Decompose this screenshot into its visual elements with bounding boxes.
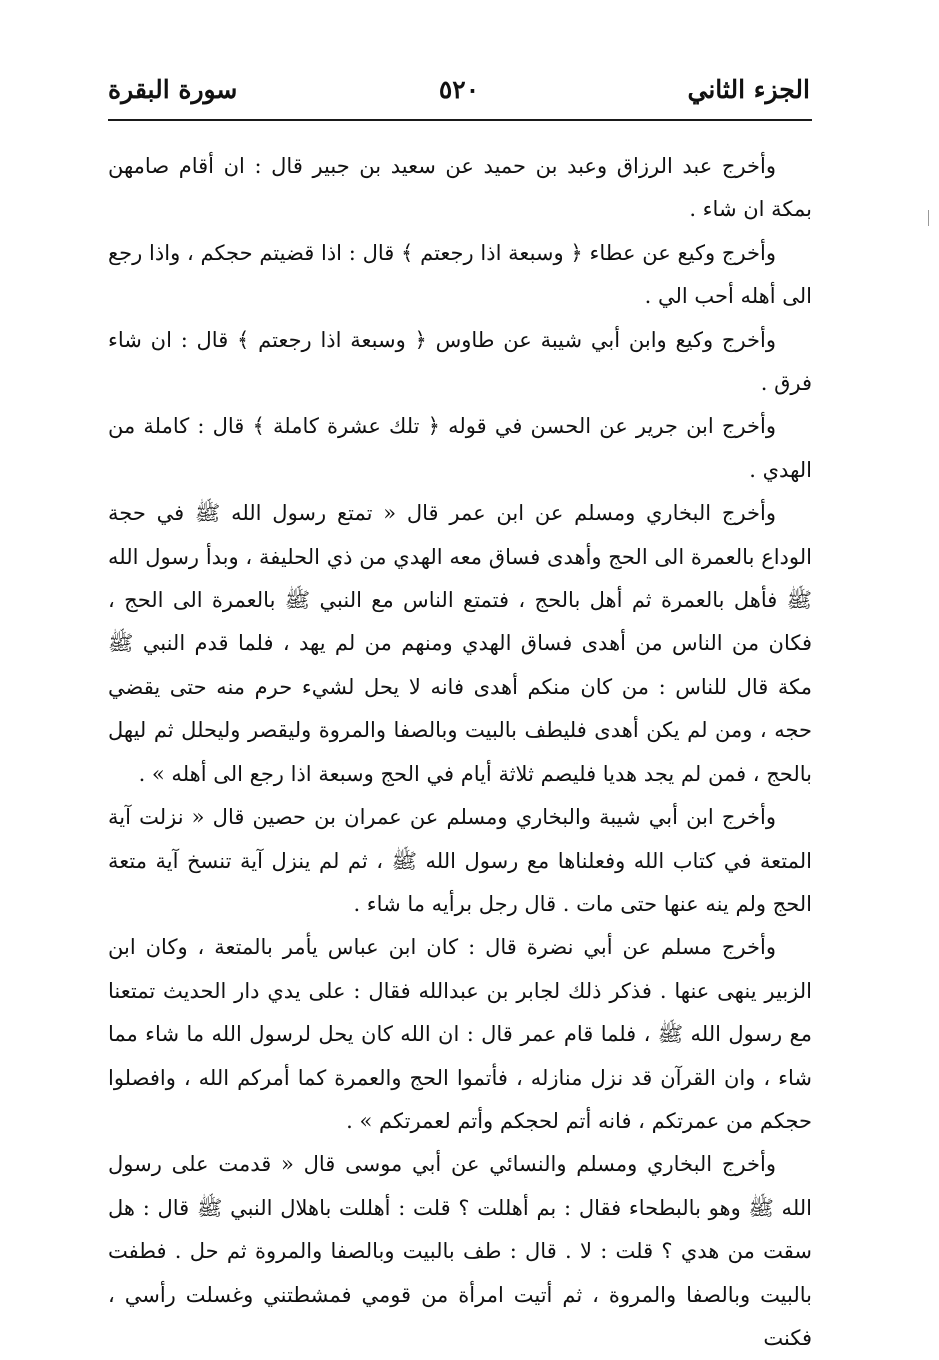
paragraph-4: وأخرج ابن جرير عن الحسن في قوله ﴿ تلك عشرة كاملة ﴾ قال : كاملة من الهدي . (108, 414, 812, 482)
page-header (108, 70, 810, 114)
scan-margin-mark (928, 210, 929, 226)
page-number: ٥٢٠ (438, 75, 480, 104)
paragraph-6: وأخرج ابن أبي شيبة والبخاري ومسلم عن عمران بن حصين قال « نزلت آية المتعة في كتاب الله وفعلناها مع رسول الله ﷺ ، ثم لم ينزل آية تنسخ آية متعة الحج ولم ينه عنها حتى مات . قال رجل برأيه ما شاء . (108, 805, 812, 916)
paragraph-5: وأخرج البخاري ومسلم عن ابن عمر قال « تمتع رسول الله ﷺ في حجة الوداع بالعمرة الى الحج وأهدى فساق معه الهدي من ذي الحليفة ، وبدأ رسول الله ﷺ فأهل بالعمرة ثم أهل بالحج ، فتمتع الناس مع النبي ﷺ بالعمرة الى الحج ، فكان من الناس من أهدى فساق الهدي ومنهم من لم يهد ، فلما قدم النبي ﷺ مكة قال للناس : من كان منكم أهدى فانه لا يحل لشيء حرم منه حتى يقضي حجه ، ومن لم يكن أهدى فليطف بالبيت وبالصفا والمروة وليقصر وليحلل ثم ليهل بالحج ، فمن لم يجد هديا فليصم ثلاثة أيام في الحج وسبعة اذا رجع الى أهله » . (108, 501, 812, 786)
header-divider (108, 119, 812, 121)
paragraph-2: وأخرج وكيع عن عطاء ﴿ وسبعة اذا رجعتم ﴾ قال : اذا قضيتم حجكم ، واذا رجع الى أهله أحب الي . (108, 240, 812, 309)
page-body (108, 145, 812, 1360)
surah-title: سورة البقرة (108, 75, 238, 104)
part-title: الجزء الثاني (687, 75, 810, 104)
paragraph-1: وأخرج عبد الرزاق وعبد بن حميد عن سعيد بن جبير قال : ان أقام صامهن بمكة ان شاء . (108, 154, 812, 222)
paragraph-7: وأخرج مسلم عن أبي نضرة قال : كان ابن عباس يأمر بالمتعة ، وكان ابن الزبير ينهى عنها . فذكر ذلك لجابر بن عبدالله فقال : على يدي دار الحديث تمتعنا مع رسول الله ﷺ ، فلما قام عمر قال : ان الله كان يحل لرسول الله ما شاء مما شاء ، وان القرآن قد نزل منازله ، فأتموا الحج والعمرة كما أمركم الله ، وافصلوا حجكم من عمرتكم ، فانه أتم لحجكم وأتم لعمرتكم » . (108, 935, 812, 1133)
paragraph-8: وأخرج البخاري ومسلم والنسائي عن أبي موسى قال « قدمت على رسول الله ﷺ وهو بالبطحاء فقال : بم أهللت ؟ قلت : أهللت باهلال النبي ﷺ قال : هل سقت من هدي ؟ قلت : لا . قال : طف بالبيت وبالصفا والمروة ثم حل . فطفت بالبيت وبالصفا والمروة ، ثم أتيت امرأة من قومي فمشطتني وغسلت رأسي ، فكنت (108, 1152, 812, 1350)
paragraph-3: وأخرج وكيع وابن أبي شيبة عن طاوس ﴿ وسبعة اذا رجعتم ﴾ قال : ان شاء فرق . (108, 327, 812, 396)
